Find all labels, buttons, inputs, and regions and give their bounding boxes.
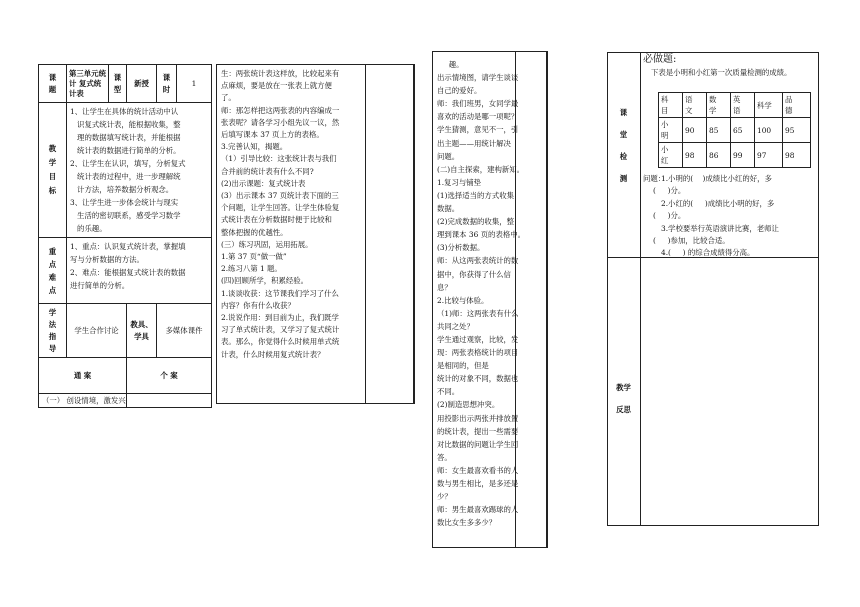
score-cell: 95 <box>783 118 811 143</box>
lesson-text-line: 息？ <box>437 282 452 292</box>
key-point-line: 1、重点：认识复式统计表，掌握填 <box>70 242 186 251</box>
lesson-text-line: 表。那么，你觉得什么时候用单式统 <box>221 337 340 347</box>
lesson-text-line: 个问题，让学生回答。让学生体验复 <box>221 203 340 213</box>
lesson-text-line: 对比数据的问题让学生回 <box>437 439 519 449</box>
lesson-text-line: (3)分析数据。 <box>437 243 485 253</box>
tools-label: 教具、学具 <box>127 304 157 358</box>
lesson-text-line: 师：从这两张表统计的数 <box>437 256 519 266</box>
score-cell: 86 <box>707 143 731 168</box>
question-line: 2.小红的( )成绩比小明的好，多 <box>661 198 775 208</box>
lesson-text-line: 现：两张表格统计的项目 <box>437 348 519 358</box>
score-cell: 98 <box>683 143 707 168</box>
key-point-line: 进行简单的分析。 <box>70 281 130 290</box>
lesson-text-line: 出示情境图，请学生谈谈 <box>437 73 519 83</box>
score-header-row <box>659 93 811 118</box>
tools-value: 多媒体课件 <box>157 304 212 358</box>
hours-value: 1 <box>177 65 212 103</box>
hours-label: 课 时 <box>157 65 177 103</box>
lesson-text-line: 后填写课本 37 页上方的表格。 <box>221 130 324 140</box>
lesson-text-line: 3.完善认知，揭题。 <box>221 142 288 152</box>
key-point-line: 2、难点：能根据复式统计表的数据 <box>70 268 186 277</box>
goal-line: 的乐趣。 <box>70 224 107 233</box>
required-questions-title: 必做题: <box>643 54 677 65</box>
lesson-text-line: 学生通过观察，比较，发 <box>437 334 519 344</box>
lesson-text-line: 生：两张统计表这样放，比较起来有 <box>221 69 340 78</box>
goals-label: 教 学 目 标 <box>39 103 67 238</box>
lesson-text-line: 答。 <box>437 452 452 462</box>
common-plan-header: 通 案 <box>39 358 127 394</box>
score-cell: 98 <box>783 143 811 168</box>
goal-line: 理的数据填写统计表，并能根据 <box>70 133 181 142</box>
lesson-text-line: 喜欢的活动是哪一项呢？ <box>437 112 519 122</box>
topic-value: 第三单元统计 复式统计表 <box>67 65 109 103</box>
score-cell: 品 德 <box>783 93 811 118</box>
score-table <box>658 92 811 168</box>
lesson-text-line: 出主题——用统计解决 <box>437 138 511 148</box>
lesson-text-line: 张表呢？请各学习小组先议一议，然 <box>221 117 340 127</box>
lesson-text-line: 据中，你获得了什么信 <box>437 269 511 279</box>
lesson-text-line: (3）出示课本 37 页统计表下面的三 <box>221 191 339 201</box>
section-intro: （一） 创设情境，激发兴 <box>39 394 127 408</box>
lesson-text-line: 数比女生多多少？ <box>437 518 497 528</box>
lesson-text-line: 内容？你有什么收获？ <box>221 300 295 310</box>
lesson-type-label: 课 型 <box>109 65 127 103</box>
key-points-label: 重 点 难 点 <box>39 238 67 304</box>
score-cell: 数 学 <box>707 93 731 118</box>
individual-plan-header: 个 案 <box>127 358 212 394</box>
lesson-type-value: 新授 <box>127 65 157 103</box>
score-cell: 科学 <box>755 93 783 118</box>
lesson-text-line: 师：女生最喜欢看书的人 <box>437 465 519 475</box>
lesson-text-line: (2)出示课题：复式统计表 <box>221 178 306 188</box>
classroom-test-label: 课 堂 检 测 <box>619 108 628 183</box>
middle-side-box <box>365 64 415 404</box>
lesson-text-line: 是相同的，但是 <box>437 361 489 371</box>
score-cell: 100 <box>755 118 783 143</box>
lesson-text-line: (三）练习巩固，运用拓展。 <box>221 239 313 249</box>
score-cell: 65 <box>731 118 755 143</box>
section-intro-individual <box>127 394 212 408</box>
lesson-text-line: 自己的爱好。 <box>437 86 482 96</box>
lesson-text-line: 师：我们班男，女同学最 <box>437 99 519 109</box>
lesson-text-line: 2.练习八第 1 题。 <box>221 264 282 274</box>
score-cell: 科 目 <box>659 93 683 118</box>
goal-line: 统计表的数据进行简单的分析。 <box>70 146 181 155</box>
right-text-column <box>432 51 547 548</box>
goal-line: 统计表的过程中，进一步理解统 <box>70 172 181 181</box>
lesson-text-line: 式统计表在分析数据时便于比较和 <box>221 215 332 225</box>
lesson-text-line: 的统计表，提出一些需要 <box>437 426 519 436</box>
question-line: ( )分。 <box>653 211 686 221</box>
key-points-content <box>67 238 212 304</box>
lesson-text-line: (二)自主探索，建构新知。 <box>437 164 525 174</box>
question-line: 1.小明的( )成绩比小红的好，多 <box>661 174 772 183</box>
question-line: 3.学校要举行英语演讲比赛，老师让 <box>661 223 779 233</box>
lesson-text-line: 合并前的统计表有什么不同? <box>221 166 314 176</box>
lesson-text-line: 趣。 <box>437 60 464 69</box>
score-cell: 英 语 <box>731 93 755 118</box>
lesson-text-line: 统计的对象不同，数据也 <box>437 374 519 384</box>
lesson-text-line: (四)回顾所学，积累经验。 <box>221 276 309 286</box>
question-line: 4.( ) 的综合成绩得分高。 <box>661 248 755 258</box>
lesson-text-line: 计表，什么时候用复式统计表？ <box>221 349 325 359</box>
score-cell: 小 红 <box>659 143 683 168</box>
method-label: 学 法 指 导 <box>39 304 67 358</box>
lesson-text-line: (2)完成数据的收集，整 <box>437 217 514 227</box>
score-cell: 90 <box>683 118 707 143</box>
lesson-text-line: (1)选择适当的方式收集 <box>437 190 514 200</box>
key-point-line: 写与分析数据的方法。 <box>70 255 144 264</box>
lesson-text-line: 1.谈谈收获：这节课我们学习了什么 <box>221 288 339 298</box>
lesson-text-line: 2.比较与体验。 <box>437 295 489 305</box>
question-line: ( )分。 <box>653 186 686 196</box>
question-line: ( )参加，比较合适。 <box>653 236 730 246</box>
goal-line: 3、让学生进一步体会统计与现实 <box>70 198 179 207</box>
goal-line: 1、让学生在具体的统计活动中认 <box>70 107 179 116</box>
lesson-text-line: （1)师：这两张表有什么 <box>437 308 519 318</box>
score-cell: 语 文 <box>683 93 707 118</box>
lesson-text-line: （1）引导比较：这张统计表与我们 <box>221 154 337 164</box>
lesson-text-line: 少？ <box>437 492 452 502</box>
lesson-text-line: 用投影出示两张并排放置 <box>437 413 519 423</box>
middle-text-column <box>216 64 414 404</box>
lesson-text-line: 共同之处？ <box>437 321 474 331</box>
lesson-text-line: 理到课本 36 页的表格中。 <box>437 230 526 240</box>
lesson-text-line: 整体把握的优越性。 <box>221 227 288 237</box>
lesson-text-line: 1.复习与铺垫 <box>437 177 482 187</box>
method-value: 学生合作讨论 <box>67 304 127 358</box>
left-lesson-table <box>38 64 211 408</box>
goal-line: 识复式统计表，能根据收集，整 <box>70 120 181 129</box>
teaching-reflection-label: 教学 反思 <box>616 383 631 414</box>
score-intro: 下表是小明和小红第一次质量检测的成绩。 <box>651 68 792 77</box>
lesson-text-line: 数与男生相比，是多还是 <box>437 479 519 488</box>
lesson-text-line: 了。 <box>221 93 236 103</box>
topic-label: 课 题 <box>39 65 67 103</box>
lesson-text-line: 师：男生最喜欢踢球的人 <box>437 505 519 515</box>
lesson-text-line: 习了单式统计表，又学习了复式统计 <box>221 325 340 335</box>
lesson-text-line: (2)制造思想冲突。 <box>437 400 500 410</box>
lesson-text-line: 学生猜测，意见不一，引 <box>437 125 519 135</box>
score-row <box>659 118 811 143</box>
score-cell: 97 <box>755 143 783 168</box>
right-assessment-table <box>607 52 819 526</box>
score-row <box>659 143 811 168</box>
goal-line: 生活的密切联系，感受学习数学 <box>70 211 181 220</box>
lesson-text-line: 问题。 <box>437 151 460 161</box>
lesson-text-line: 1.第 37 页“做一做” <box>221 252 287 262</box>
goal-line: 2、让学生在认识，填写，分析复式 <box>70 159 186 168</box>
score-cell: 85 <box>707 118 731 143</box>
lesson-text-line: 点麻烦，要是放在一张表上就方便 <box>221 81 332 91</box>
lesson-text-line: 数据。 <box>437 204 460 214</box>
lesson-text-line: 2.说说作用：到目前为止，我们既学 <box>221 313 339 323</box>
lesson-text-line: 师：那怎样把这两张表的内容编成一 <box>221 105 340 115</box>
goal-line: 计方法，培养数据分析观念。 <box>70 185 174 194</box>
goals-content <box>67 103 212 238</box>
score-cell: 小 明 <box>659 118 683 143</box>
questions-title: 问题： <box>643 174 666 183</box>
score-cell: 99 <box>731 143 755 168</box>
lesson-text-line: 不同。 <box>437 387 460 397</box>
